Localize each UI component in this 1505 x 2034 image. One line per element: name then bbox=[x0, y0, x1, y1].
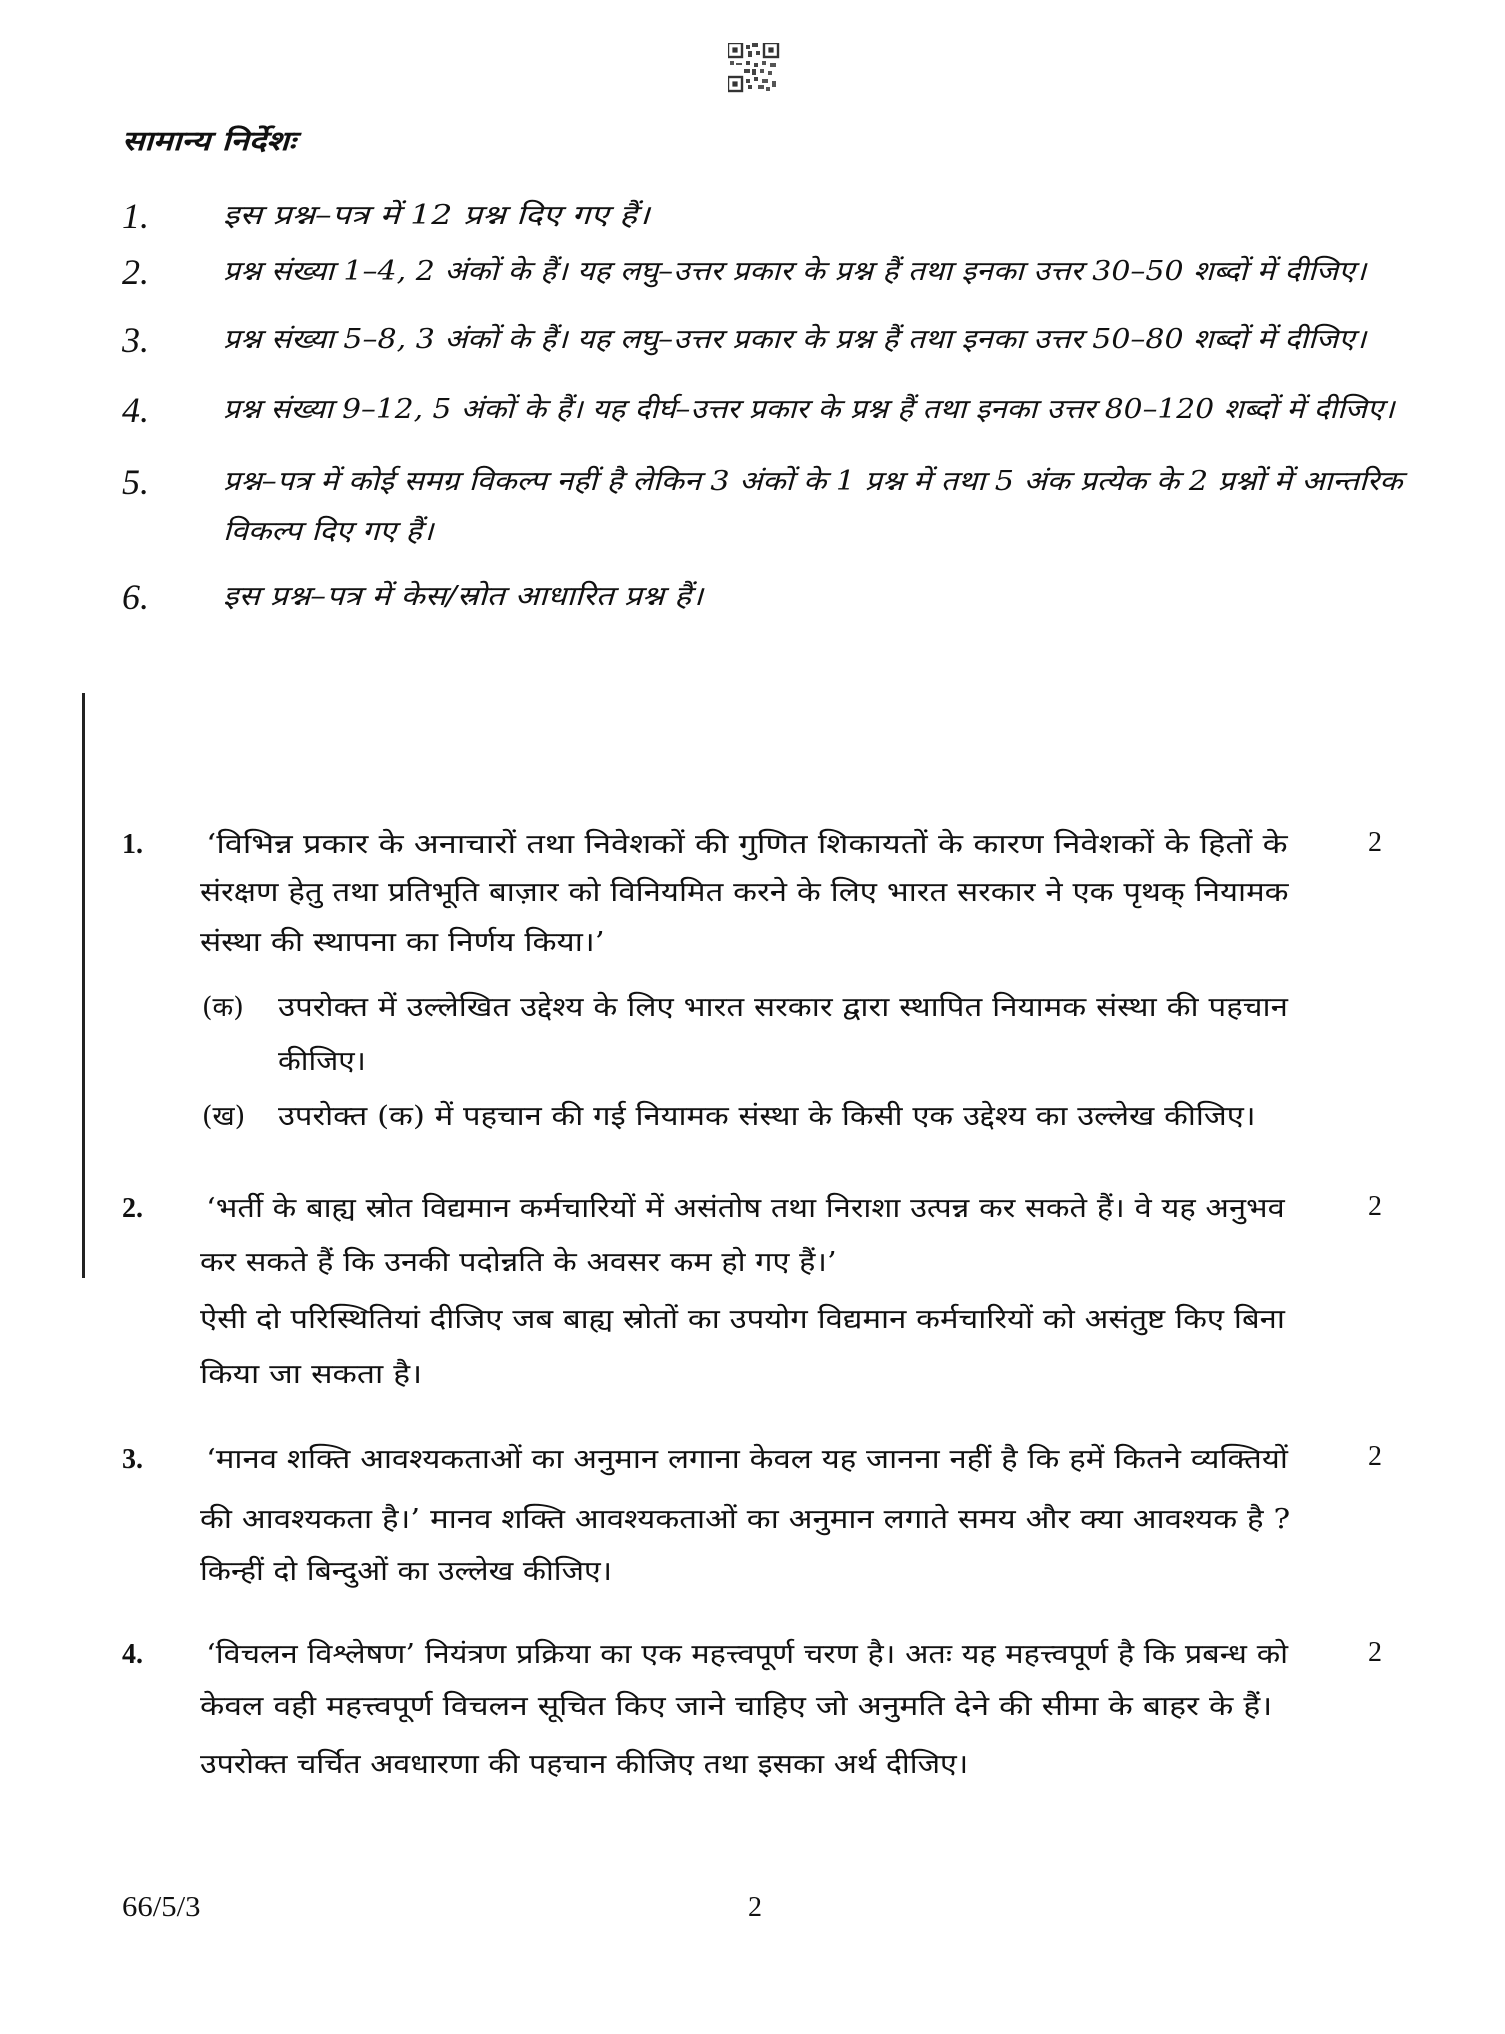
question-marks: 2 bbox=[1368, 827, 1382, 858]
question-text: किया जा सकता है। bbox=[200, 1359, 423, 1390]
question-marks: 2 bbox=[1368, 1637, 1382, 1668]
instruction-number: 3. bbox=[122, 320, 149, 360]
instruction-text: इस प्रश्न–पत्र में केस/स्रोत आधारित प्रश्न हैं। bbox=[223, 581, 703, 612]
question-number: 3. bbox=[122, 1444, 143, 1475]
instruction-text: विकल्प दिए गए हैं। bbox=[223, 516, 434, 547]
subpart-text: उपरोक्त (क) में पहचान की गई नियामक संस्था के किसी एक उद्देश्य का उल्लेख कीजिए। bbox=[278, 1101, 1256, 1132]
paper-code: 66/5/3 bbox=[122, 1892, 201, 1923]
instruction-number: 2. bbox=[122, 252, 149, 292]
question-text: कर सकते हैं कि उनकी पदोन्नति के अवसर कम हो गए हैं।’ bbox=[200, 1247, 837, 1278]
question-text: संरक्षण हेतु तथा प्रतिभूति बाज़ार को विनियमित करने के लिए भारत सरकार ने एक पृथक् नियामक bbox=[200, 877, 1289, 908]
instruction-number: 6. bbox=[122, 577, 149, 617]
question-text: केवल वही महत्त्वपूर्ण विचलन सूचित किए जाने चाहिए जो अनुमति देने की सीमा के बाहर के हैं। bbox=[200, 1691, 1273, 1722]
page-number: 2 bbox=[748, 1892, 762, 1923]
question-text: ‘विभिन्न प्रकार के अनाचारों तथा निवेशकों की गुणित शिकायतों के कारण निवेशकों के हितों के bbox=[206, 829, 1288, 860]
instructions-heading: सामान्य निर्देशः bbox=[122, 126, 296, 157]
subpart-text: कीजिए। bbox=[278, 1046, 366, 1077]
question-text: की आवश्यकता है।’ मानव शक्ति आवश्यकताओं का अनुमान लगाते समय और क्या आवश्यक है ? bbox=[200, 1504, 1291, 1535]
subpart-label: (ख) bbox=[202, 1101, 246, 1132]
instruction-number: 5. bbox=[122, 462, 149, 502]
instruction-text: प्रश्न संख्या 9–12, 5 अंकों के हैं। यह दीर्घ–उत्तर प्रकार के प्रश्न हैं तथा इनका उत्तर 80–120 शब्दों में दीजिए। bbox=[223, 394, 1395, 425]
subpart-text: उपरोक्त में उल्लेखित उद्देश्य के लिए भारत सरकार द्वारा स्थापित नियामक संस्था की पहचान bbox=[278, 992, 1288, 1023]
question-text: ‘मानव शक्ति आवश्यकताओं का अनुमान लगाना केवल यह जानना नहीं है कि हमें कितने व्यक्तियों bbox=[206, 1444, 1288, 1475]
instruction-number: 4. bbox=[122, 390, 149, 430]
qr-code-icon bbox=[728, 43, 780, 93]
margin-bar bbox=[82, 693, 85, 1278]
question-marks: 2 bbox=[1368, 1441, 1382, 1472]
question-marks: 2 bbox=[1368, 1191, 1382, 1222]
question-text: उपरोक्त चर्चित अवधारणा की पहचान कीजिए तथा इसका अर्थ दीजिए। bbox=[200, 1749, 969, 1780]
instruction-number: 1. bbox=[122, 196, 149, 236]
question-text: संस्था की स्थापना का निर्णय किया।’ bbox=[200, 927, 605, 958]
instruction-text: इस प्रश्न–पत्र में 12 प्रश्न दिए गए हैं। bbox=[223, 200, 650, 231]
question-text: ‘विचलन विश्लेषण’ नियंत्रण प्रक्रिया का एक महत्त्वपूर्ण चरण है। अतः यह महत्त्वपूर्ण है कि प्रबन्ध को bbox=[206, 1639, 1289, 1670]
question-number: 4. bbox=[122, 1639, 143, 1670]
instruction-text: प्रश्न–पत्र में कोई समग्र विकल्प नहीं है लेकिन 3 अंकों के 1 प्रश्न में तथा 5 अंक प्रत्येक के 2 प्रश्नों में आन्तरिक bbox=[223, 466, 1403, 497]
subpart-label: (क) bbox=[202, 992, 244, 1023]
question-number: 2. bbox=[122, 1193, 143, 1224]
question-text: ऐसी दो परिस्थितियां दीजिए जब बाह्य स्रोतों का उपयोग विद्यमान कर्मचारियों को असंतुष्ट किए बिना bbox=[200, 1304, 1285, 1335]
question-text: किन्हीं दो बिन्दुओं का उल्लेख कीजिए। bbox=[200, 1556, 613, 1587]
question-number: 1. bbox=[122, 829, 143, 860]
instruction-text: प्रश्न संख्या 5–8, 3 अंकों के हैं। यह लघु–उत्तर प्रकार के प्रश्न हैं तथा इनका उत्तर 50–80 शब्दों में दीजिए। bbox=[223, 324, 1367, 355]
question-text: ‘भर्ती के बाह्य स्रोत विद्यमान कर्मचारियों में असंतोष तथा निराशा उत्पन्न कर सकते हैं। वे यह अनुभव bbox=[206, 1193, 1285, 1224]
instruction-text: प्रश्न संख्या 1–4, 2 अंकों के हैं। यह लघु–उत्तर प्रकार के प्रश्न हैं तथा इनका उत्तर 30–50 शब्दों में दीजिए। bbox=[223, 256, 1367, 287]
